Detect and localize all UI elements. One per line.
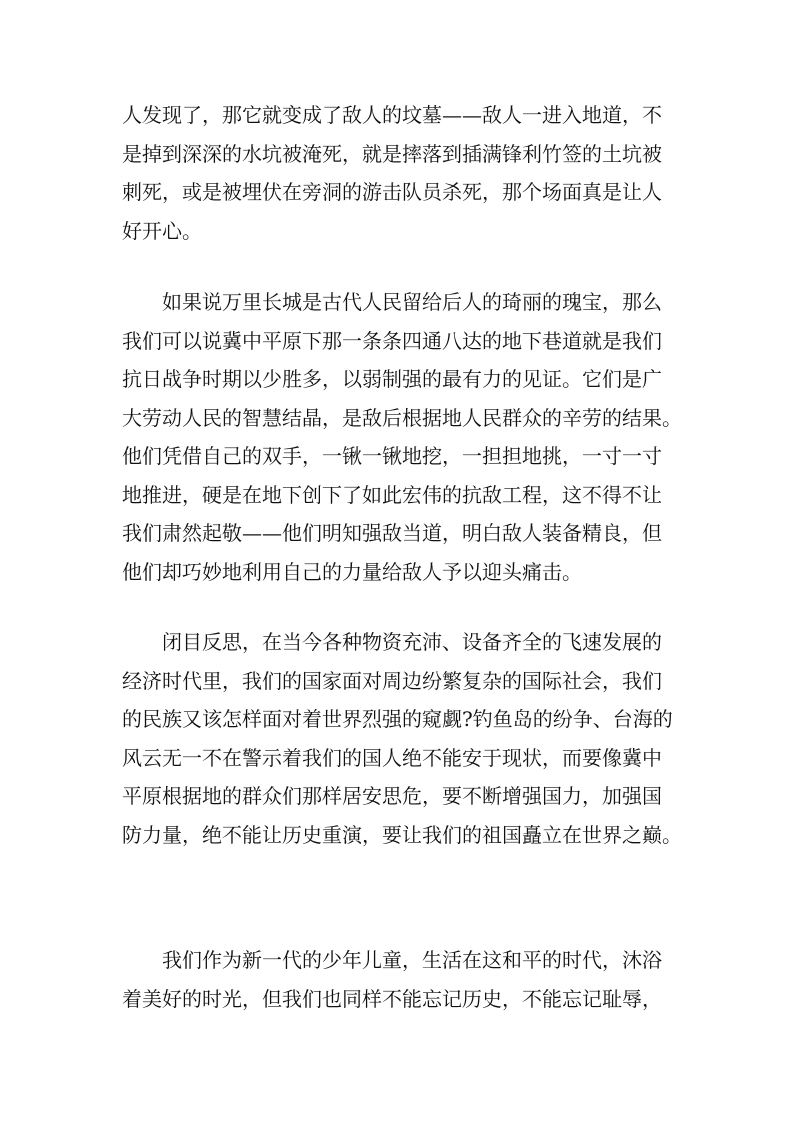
- text-line: 风云无一不在警示着我们的国人绝不能安于现状，而要像冀中: [122, 745, 662, 770]
- text-line: 如果说万里长城是古代人民留给后人的琦丽的瑰宝，那么: [122, 290, 662, 314]
- paragraph: [122, 941, 682, 1018]
- text-line: 人发现了，那它就变成了敌人的坟墓——敌人一进入地道，不: [122, 103, 662, 127]
- text-line: 抗日战争时期以少胜多，以弱制强的最有力的见证。它们是广: [122, 367, 662, 391]
- text-line: 经济时代里，我们的国家面对周边纷繁复杂的国际社会，我们: [122, 668, 662, 693]
- paragraph: [122, 623, 682, 854]
- text-line: 是掉到深深的水坑被淹死，就是摔落到插满锋利竹签的土坑被: [122, 141, 662, 166]
- text-line: 他们凭借自己的双手，一锹一锹地挖，一担担地挑，一寸一寸: [122, 444, 662, 468]
- text-line: 我们肃然起敬——他们明知强敌当道，明白敌人装备精良，但: [122, 521, 662, 545]
- text-line: 的民族又该怎样面对着世界烈强的窥觑?钓鱼岛的纷争、台海的: [122, 707, 673, 731]
- text-line: 好开心。: [122, 218, 202, 243]
- paragraph: [122, 283, 682, 591]
- text-line: 着美好的时光，但我们也同样不能忘记历史，不能忘记耻辱，: [122, 986, 662, 1011]
- text-line: 闭目反思，在当今各种物资充沛、设备齐全的飞速发展的: [122, 630, 662, 654]
- text-line: 我们可以说冀中平原下那一条条四通八达的地下巷道就是我们: [122, 328, 662, 353]
- text-line: 他们却巧妙地利用自己的力量给敌人予以迎头痛击。: [122, 559, 582, 584]
- text-line: 我们作为新一代的少年儿童，生活在这和平的时代，沐浴: [122, 948, 662, 972]
- text-line: 刺死，或是被埋伏在旁洞的游击队员杀死，那个场面真是让人: [122, 180, 662, 204]
- text-line: 平原根据地的群众们那样居安思危，要不断增强国力，加强国: [122, 784, 662, 808]
- paragraph: [122, 96, 682, 250]
- text-line: 防力量，绝不能让历史重演，要让我们的祖国矗立在世界之巅。: [122, 822, 682, 847]
- text-line: 大劳动人民的智慧结晶，是敌后根据地人民群众的辛劳的结果。: [122, 405, 682, 430]
- text-line: 地推进，硬是在地下创下了如此宏伟的抗敌工程，这不得不让: [122, 482, 662, 507]
